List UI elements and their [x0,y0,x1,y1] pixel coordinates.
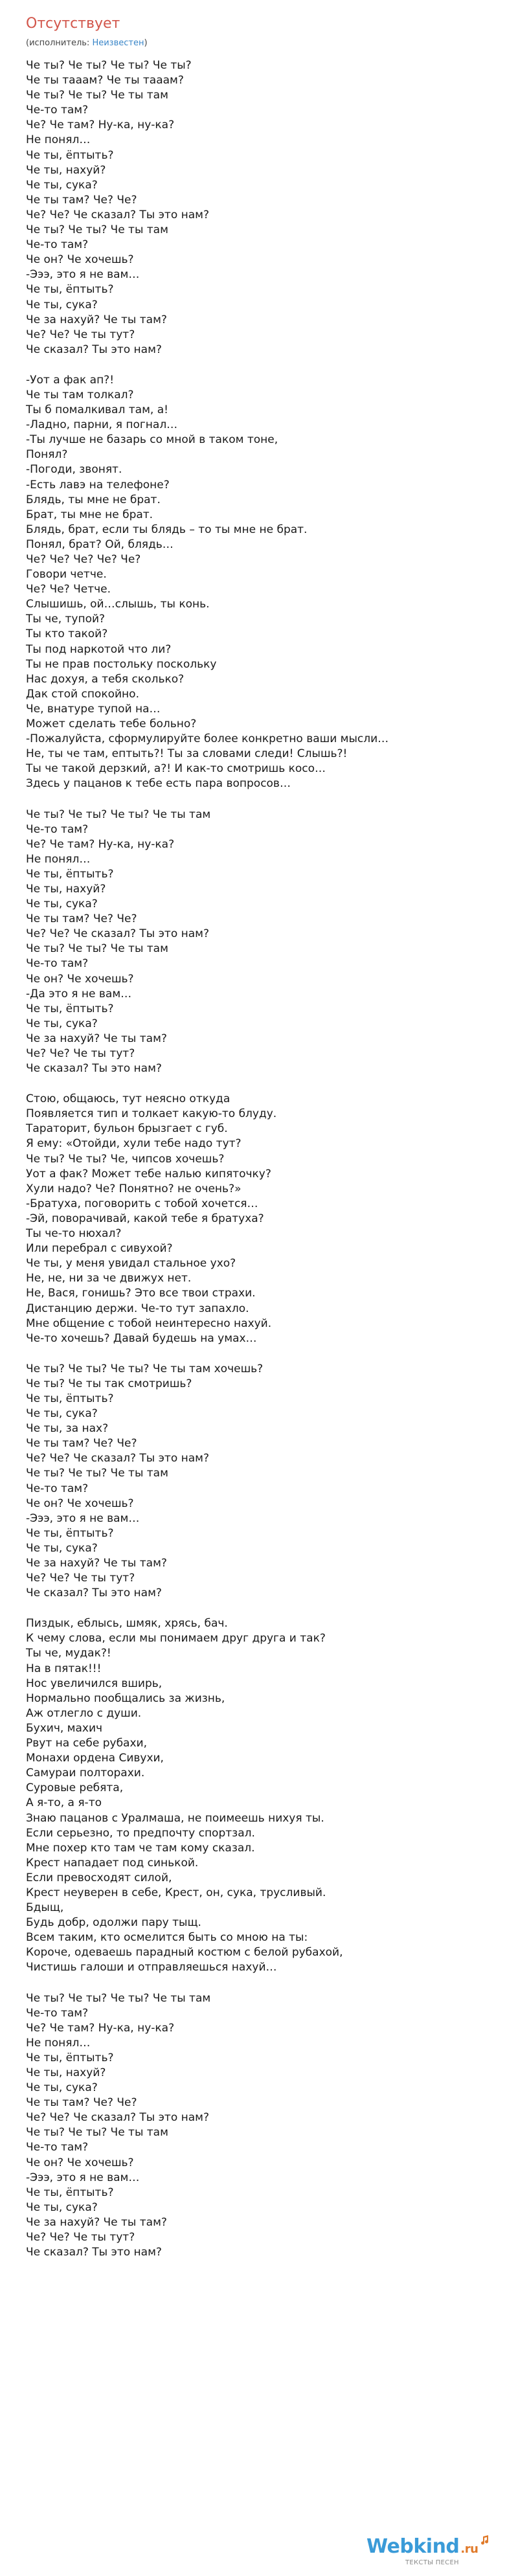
lyric-line: Че ты там толкал? [26,388,134,401]
lyric-line: Че? Че? Че ты тут? [26,1572,135,1585]
lyric-line: Че ты, ёптыть? [26,2186,114,2199]
lyric-line: Ты б помалкивал там, а! [26,403,168,417]
lyric-line: Пиздык, еблысь, шмяк, хрясь, бач. [26,1617,228,1631]
lyric-line: На в пятак!!! [26,1662,102,1675]
lyric-line: Понял, брат? Ой, блядь… [26,537,174,551]
lyric-line: Бухич, махич [26,1721,103,1735]
lyric-line: Че? Че? Че ты тут? [26,1047,135,1060]
lyrics-stanza [26,58,492,357]
lyric-line: Че ты, ёптыть? [26,148,114,162]
artist-suffix: ) [144,38,148,48]
lyric-line: -Есть лавэ на телефоне? [26,478,170,491]
lyric-line: Будь добр, одолжи пару тыщ. [26,1916,201,1930]
lyric-line: -Эээ, это я не вам… [26,2171,140,2184]
lyric-line: -Эээ, это я не вам… [26,268,140,282]
lyric-line: Че за нахуй? Че ты там? [26,1557,167,1570]
lyric-line: Че-то там? [26,822,89,836]
lyric-line: Че-то там? [26,238,89,252]
site-logo[interactable] [366,2536,509,2558]
lyric-line: Блядь, ты мне не брат. [26,493,161,506]
lyric-line: Знаю пацанов с Уралмаша, не поимеешь нихуя ты. [26,1811,324,1825]
lyric-line: Если серьезно, то предпочту спортзал. [26,1826,255,1840]
lyric-line: -Да это я не вам… [26,987,132,1000]
lyric-line: Че он? Че хочешь? [26,2156,134,2169]
lyric-line: Суровые ребята, [26,1781,124,1795]
lyric-line: Ты че, мудак?! [26,1647,111,1660]
lyrics-stanza [26,373,492,792]
lyric-line: Бдыщ, [26,1901,64,1915]
lyric-line: Самураи полторахи. [26,1767,145,1780]
lyric-line: Че-то там? [26,104,89,117]
lyric-line: Или перебрал с сивухой? [26,1242,173,1256]
lyric-line: Че ты, сука? [26,298,98,311]
lyric-line: Понял? [26,448,68,462]
lyric-line: Тараторит, бульон брызгает с губ. [26,1122,228,1136]
lyric-line: Че ты, нахуй? [26,2066,106,2079]
lyric-line: Че ты? Че ты? Че ты там [26,223,168,237]
lyric-line: А я-то, а я-то [26,1796,102,1810]
lyric-line: Че сказал? Ты это нам? [26,1062,162,1076]
lyric-line: Че ты? Че ты? Че ты? Че ты там хочешь? [26,1362,264,1375]
lyric-line: Уот а фак? Может тебе налью кипяточку? [26,1167,271,1181]
lyric-line: Че ты, нахуй? [26,163,106,177]
lyric-line: Аж отлегло с души. [26,1706,142,1720]
lyric-line: Че ты, ёптыть? [26,2051,114,2064]
lyric-line: Че ты там? Че? Че? [26,1437,137,1451]
lyrics-stanza [26,1362,492,1601]
lyric-line: Че ты, ёптыть? [26,1392,114,1405]
lyric-line: Нас дохуя, а тебя сколько? [26,672,185,686]
lyric-line: -Погоди, звонят. [26,463,122,477]
lyric-line: Че за нахуй? Че ты там? [26,2215,167,2229]
lyric-line: Крест неуверен в себе, Крест, он, сука, трусливый. [26,1886,326,1899]
lyric-line: Че? Че? Че сказал? Ты это нам? [26,2111,210,2125]
music-note-icon [479,2535,490,2546]
lyric-line: Хули надо? Че? Понятно? не очень?» [26,1182,242,1195]
lyric-line: -Ты лучше не базарь со мной в таком тоне, [26,433,278,447]
lyric-line: Короче, одеваешь парадный костюм с белой рубахой, [26,1946,343,1960]
lyric-line: Не, не, ни за че движух нет. [26,1272,192,1285]
lyric-line: Че-то там? [26,2141,89,2154]
lyric-line: Че-то там? [26,1482,89,1495]
lyric-line: Если превосходят силой, [26,1871,172,1884]
lyric-line: Че он? Че хочешь? [26,1497,134,1510]
lyric-line: Ты не прав постольку поскольку [26,657,217,671]
lyric-line: Че ты, ёптыть? [26,1002,114,1015]
lyric-line: Ты че-то нюхал? [26,1227,122,1241]
lyric-line: Че? Че? Че ты тут? [26,2231,135,2244]
lyric-line: Чистишь галоши и отправляешься нахуй… [26,1961,277,1974]
lyric-line: Че-то там? [26,957,89,971]
lyric-line: Че? Че? Че сказал? Ты это нам? [26,927,210,941]
lyrics-stanza [26,808,492,1077]
lyric-line: Че? Че? Че сказал? Ты это нам? [26,208,210,221]
lyric-line: Че ты, сука? [26,1017,98,1030]
lyric-line: Че ты там? Че? Че? [26,193,137,207]
lyric-line: Че сказал? Ты это нам? [26,2246,162,2259]
lyric-line: -Эээ, это я не вам… [26,1511,140,1525]
lyric-line: -Пожалуйста, сформулируйте более конкретно ваши мысли… [26,732,389,746]
lyric-line: Дистанцию держи. Че-то тут запахло. [26,1302,249,1315]
lyric-line: Мне похер кто там че там кому сказал. [26,1841,255,1855]
lyric-line: Че ты? Че ты? Че ты там [26,942,168,956]
lyric-line: Че ты? Че ты? Че ты? Че ты там [26,808,211,821]
lyric-line: Че он? Че хочешь? [26,972,134,986]
lyric-line: Че? Че там? Ну-ка, ну-ка? [26,119,175,132]
artist-line [26,36,492,51]
lyric-line: Че за нахуй? Че ты там? [26,313,167,326]
lyrics-body [26,58,492,2260]
lyric-line: Че ты? Че ты так смотришь? [26,1377,192,1390]
lyric-line: Не, ты че там, ептыть?! Ты за словами следи! Слышь?! [26,747,348,761]
lyric-line: Че ты? Че ты? Че ты там [26,1467,168,1480]
lyric-line: Че, внатуре тупой на… [26,702,161,716]
lyric-line: Брат, ты мне не брат. [26,508,153,521]
lyric-line: Че ты? Че ты? Че, чипсов хочешь? [26,1152,225,1166]
song-title: Отсутствует [26,16,120,32]
lyric-line: Че сказал? Ты это нам? [26,343,162,356]
lyric-line: Нормально пообщались за жизнь, [26,1691,225,1705]
lyric-line: Рвут на себе рубахи, [26,1737,147,1750]
lyric-line: -Уот а фак ап?! [26,373,115,387]
lyric-line: Че ты, сука? [26,1407,98,1421]
lyric-line: Че ты, сука? [26,1541,98,1555]
lyric-line: Че? Че? Че сказал? Ты это нам? [26,1452,210,1465]
lyric-line: -Братуха, поговорить с тобой хочется… [26,1197,258,1210]
lyric-line: Че ты, сука? [26,898,98,911]
lyric-line: Че ты? Че ты? Че ты? Че ты? [26,59,192,72]
lyric-line: Появляется тип и толкает какую-то блуду. [26,1107,277,1121]
lyric-line: Че за нахуй? Че ты там? [26,1032,167,1045]
site-tagline: ТЕКСТЫ ПЕСЕН [405,2559,459,2566]
lyric-line: Че он? Че хочешь? [26,253,134,267]
lyric-line: Че ты там? Че? Че? [26,912,137,926]
lyric-line: Че? Че? Че ты тут? [26,328,135,341]
lyrics-stanza [26,1092,492,1346]
lyric-line: Че ты, сука? [26,2200,98,2214]
lyric-line: Че сказал? Ты это нам? [26,1587,162,1600]
lyric-line: Крест нападает под синькой. [26,1856,199,1870]
lyric-line: Че? Че? Че? Че? Че? [26,553,141,566]
lyric-line: Че ты, ёптыть? [26,867,114,881]
lyric-line: Че ты тааам? Че ты тааам? [26,74,184,87]
lyric-line: Не, Вася, гонишь? Это все твои страхи. [26,1287,256,1300]
lyric-line: Че ты, ёптыть? [26,1526,114,1540]
lyric-line: Ты че такой дерзкий, а?! И как-то смотришь косо… [26,762,326,776]
lyric-line: Че? Че? Четче. [26,583,111,596]
site-footer [366,2536,509,2572]
lyric-line: Дак стой спокойно. [26,687,139,701]
lyric-line: Ты кто такой? [26,627,108,641]
lyric-line: Может сделать тебе больно? [26,717,197,731]
lyric-line: Че ты? Че ты? Че ты там [26,89,168,102]
brand-tld: .ru [460,2542,479,2556]
lyric-line: Я ему: «Отойди, хули тебе надо тут? [26,1137,242,1151]
lyric-line: Говори четче. [26,568,107,582]
lyric-line: Че? Че там? Ну-ка, ну-ка? [26,2021,175,2035]
lyric-line: -Ладно, парни, я погнал… [26,418,178,432]
lyric-line: Че-то там? [26,2006,89,2020]
artist-link[interactable]: Неизвестен [92,38,144,48]
lyric-line: Че ты, сука? [26,2081,98,2095]
lyric-line: Че? Че там? Ну-ка, ну-ка? [26,837,175,851]
lyric-line: Че ты там? Че? Че? [26,2096,137,2110]
lyric-line: Че ты, нахуй? [26,882,106,896]
lyric-line: Че ты? Че ты? Че ты? Че ты там [26,1991,211,2005]
lyric-line: Че ты? Че ты? Че ты там [26,2126,168,2140]
lyric-line: Не понял… [26,133,91,147]
lyric-line: Блядь, брат, если ты блядь – то ты мне не брат. [26,523,308,536]
lyric-line: Че ты, у меня увидал стальное ухо? [26,1257,236,1271]
lyric-line: Мне общение с тобой неинтересно нахуй. [26,1316,272,1330]
lyric-line: Монахи ордена Сивухи, [26,1752,164,1765]
lyric-line: Ты под наркотой что ли? [26,642,172,656]
lyric-line: Че ты, ёптыть? [26,283,114,297]
lyric-line: Че-то хочешь? Давай будешь на умах… [26,1331,257,1345]
lyric-line: -Эй, поворачивай, какой тебе я братуха? [26,1212,264,1225]
lyric-line: Ты че, тупой? [26,613,106,626]
lyric-line: К чему слова, если мы понимаем друг друга и так? [26,1632,326,1645]
lyric-line: Нос увеличился вширь, [26,1677,163,1690]
lyric-line: Стою, общаюсь, тут неясно откуда [26,1092,231,1106]
artist-prefix: (исполнитель: [26,38,93,48]
lyric-line: Не понял… [26,2036,91,2050]
lyrics-stanza [26,1616,492,1975]
lyric-line: Че ты, за нах? [26,1422,109,1436]
lyrics-stanza [26,1991,492,2261]
lyric-line: Всем таким, кто осмелится быть со мною на ты: [26,1931,308,1945]
lyric-line: Здесь у пацанов к тебе есть пара вопросов… [26,777,291,791]
lyric-line: Слышишь, ой…слышь, ты конь. [26,598,210,611]
brand-name: Webkind [366,2535,460,2558]
lyric-line: Не понял… [26,852,91,866]
song-header [26,0,492,51]
lyric-line: Че ты, сука? [26,178,98,192]
